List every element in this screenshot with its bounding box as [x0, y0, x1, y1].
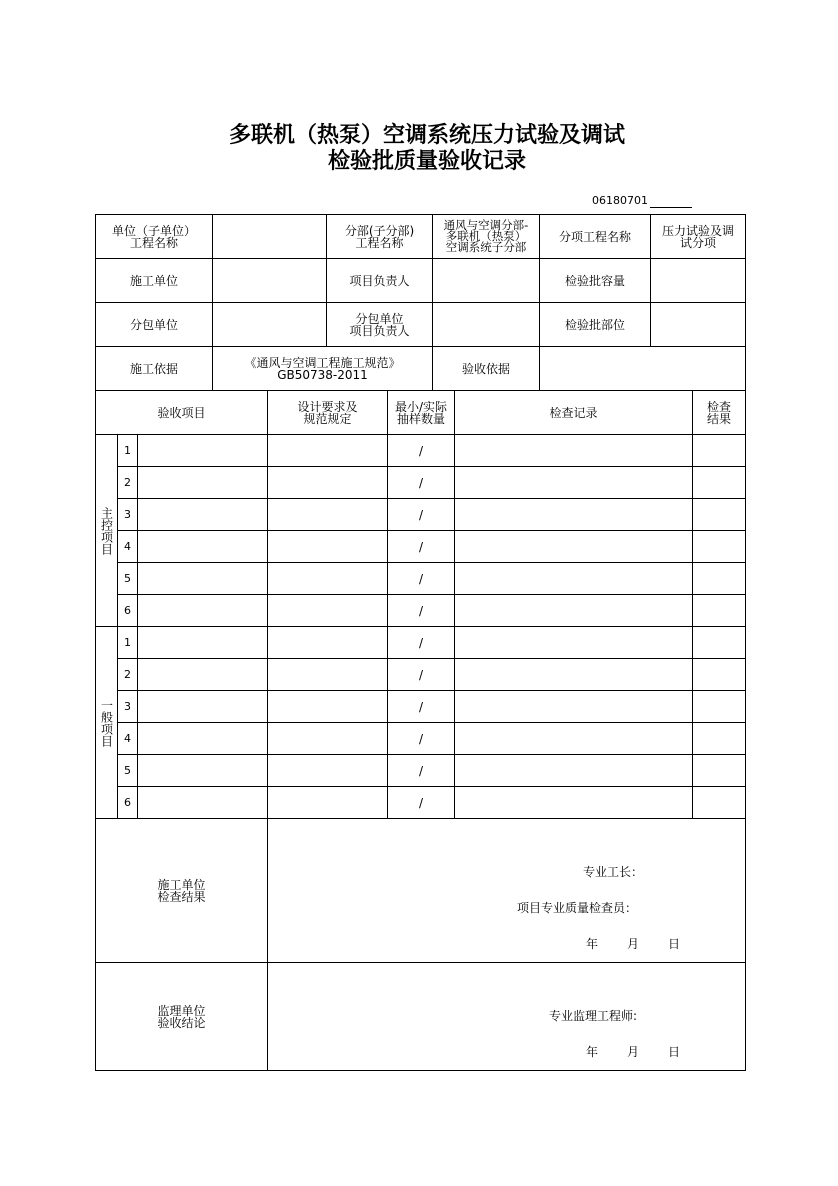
main-row-2-record[interactable]: [454, 466, 693, 499]
main-row-5-record[interactable]: [454, 562, 693, 595]
general-row-1-design[interactable]: [267, 626, 388, 659]
supervising-engineer-label: 专业监理工程师:: [549, 1009, 638, 1023]
main-row-3-item[interactable]: [137, 498, 268, 531]
main-row-3-record[interactable]: [454, 498, 693, 531]
general-row-3-record[interactable]: [454, 690, 693, 723]
main-row-5-design[interactable]: [267, 562, 388, 595]
subcontractor-label: 分包单位: [95, 302, 213, 347]
general-row-6-result[interactable]: [692, 786, 746, 819]
general-row-5-result[interactable]: [692, 754, 746, 787]
general-row-5-sample[interactable]: /: [387, 754, 455, 787]
unit-project-value[interactable]: [212, 214, 327, 259]
col-header-record: 检查记录: [454, 390, 693, 435]
main-row-1-record[interactable]: [454, 434, 693, 467]
main-row-4-design[interactable]: [267, 530, 388, 563]
general-row-2-record[interactable]: [454, 658, 693, 691]
main-row-2-result[interactable]: [692, 466, 746, 499]
general-row-4-no: 4: [117, 722, 138, 755]
main-row-5-result[interactable]: [692, 562, 746, 595]
general-row-6-sample[interactable]: /: [387, 786, 455, 819]
form-title-line2: 检验批质量验收记录: [327, 148, 526, 174]
main-row-6-item[interactable]: [137, 594, 268, 627]
main-row-5-sample[interactable]: /: [387, 562, 455, 595]
general-row-3-result[interactable]: [692, 690, 746, 723]
main-row-5-item[interactable]: [137, 562, 268, 595]
contractor-value[interactable]: [212, 258, 327, 303]
supervision-day-label: 日: [668, 1045, 681, 1059]
general-row-3-item[interactable]: [137, 690, 268, 723]
main-row-6-design[interactable]: [267, 594, 388, 627]
subitem-label: 分项工程名称: [539, 214, 651, 259]
project-manager-value[interactable]: [432, 258, 540, 303]
general-row-5-item[interactable]: [137, 754, 268, 787]
general-row-4-design[interactable]: [267, 722, 388, 755]
general-row-1-result[interactable]: [692, 626, 746, 659]
general-row-1-no: 1: [117, 626, 138, 659]
general-row-2-sample[interactable]: /: [387, 658, 455, 691]
main-row-2-no: 2: [117, 466, 138, 499]
division-value: 通风与空调分部- 多联机（热泵） 空调系统子分部: [432, 214, 540, 259]
general-row-2-design[interactable]: [267, 658, 388, 691]
main-row-5-no: 5: [117, 562, 138, 595]
general-row-5-no: 5: [117, 754, 138, 787]
main-row-1-design[interactable]: [267, 434, 388, 467]
general-row-1-item[interactable]: [137, 626, 268, 659]
general-row-5-design[interactable]: [267, 754, 388, 787]
main-row-4-record[interactable]: [454, 530, 693, 563]
construction-day-label: 日: [668, 937, 681, 951]
main-row-6-sample[interactable]: /: [387, 594, 455, 627]
record-code-underline: [650, 207, 692, 208]
general-row-2-result[interactable]: [692, 658, 746, 691]
sub-project-manager-value[interactable]: [432, 302, 540, 347]
contractor-label: 施工单位: [95, 258, 213, 303]
main-row-2-sample[interactable]: /: [387, 466, 455, 499]
batch-location-label: 检验批部位: [539, 302, 651, 347]
main-row-3-result[interactable]: [692, 498, 746, 531]
main-row-4-result[interactable]: [692, 530, 746, 563]
division-label: 分部(子分部) 工程名称: [326, 214, 433, 259]
main-row-2-design[interactable]: [267, 466, 388, 499]
form-title-line1: 多联机（热泵）空调系统压力试验及调试: [228, 122, 625, 148]
supervision-month-label: 月: [627, 1045, 640, 1059]
construction-basis-value: 《通风与空调工程施工规范》 GB50738-2011: [212, 346, 433, 391]
subitem-value: 压力试验及调 试分项: [650, 214, 746, 259]
general-row-4-result[interactable]: [692, 722, 746, 755]
main-row-6-record[interactable]: [454, 594, 693, 627]
general-row-6-design[interactable]: [267, 786, 388, 819]
main-row-1-sample[interactable]: /: [387, 434, 455, 467]
main-row-1-result[interactable]: [692, 434, 746, 467]
general-row-4-item[interactable]: [137, 722, 268, 755]
general-row-3-sample[interactable]: /: [387, 690, 455, 723]
batch-location-value[interactable]: [650, 302, 746, 347]
general-row-4-record[interactable]: [454, 722, 693, 755]
general-row-4-sample[interactable]: /: [387, 722, 455, 755]
col-header-item: 验收项目: [95, 390, 268, 435]
main-row-4-item[interactable]: [137, 530, 268, 563]
general-row-1-record[interactable]: [454, 626, 693, 659]
main-row-2-item[interactable]: [137, 466, 268, 499]
col-header-sample: 最小/实际 抽样数量: [387, 390, 455, 435]
general-row-6-item[interactable]: [137, 786, 268, 819]
main-row-4-sample[interactable]: /: [387, 530, 455, 563]
general-row-2-no: 2: [117, 658, 138, 691]
col-header-result: 检查 结果: [692, 390, 746, 435]
general-row-5-record[interactable]: [454, 754, 693, 787]
general-row-2-item[interactable]: [137, 658, 268, 691]
construction-basis-label: 施工依据: [95, 346, 213, 391]
record-code: 06180701: [592, 194, 648, 207]
main-row-1-item[interactable]: [137, 434, 268, 467]
col-header-design: 设计要求及 规范规定: [267, 390, 388, 435]
general-row-6-record[interactable]: [454, 786, 693, 819]
supervision-check-label: 监理单位 验收结论: [95, 962, 268, 1071]
batch-capacity-value[interactable]: [650, 258, 746, 303]
main-row-6-result[interactable]: [692, 594, 746, 627]
general-row-1-sample[interactable]: /: [387, 626, 455, 659]
batch-capacity-label: 检验批容量: [539, 258, 651, 303]
main-row-4-no: 4: [117, 530, 138, 563]
main-row-1-no: 1: [117, 434, 138, 467]
construction-year-label: 年: [586, 937, 599, 951]
sub-project-manager-label: 分包单位 项目负责人: [326, 302, 433, 347]
general-row-3-no: 3: [117, 690, 138, 723]
supervision-year-label: 年: [586, 1045, 599, 1059]
acceptance-basis-label: 验收依据: [432, 346, 540, 391]
main-row-3-design[interactable]: [267, 498, 388, 531]
main-row-6-no: 6: [117, 594, 138, 627]
construction-check-label: 施工单位 检查结果: [95, 818, 268, 963]
general-row-3-design[interactable]: [267, 690, 388, 723]
unit-project-label: 单位（子单位） 工程名称: [95, 214, 213, 259]
subcontractor-value[interactable]: [212, 302, 327, 347]
acceptance-basis-value[interactable]: [539, 346, 746, 391]
project-manager-label: 项目负责人: [326, 258, 433, 303]
main-row-3-no: 3: [117, 498, 138, 531]
main-row-3-sample[interactable]: /: [387, 498, 455, 531]
foreman-label: 专业工长：: [583, 865, 644, 879]
construction-month-label: 月: [627, 937, 640, 951]
general-items-label: 一般项目: [95, 626, 118, 819]
quality-inspector-label: 项目专业质量检查员：: [517, 901, 638, 915]
general-row-6-no: 6: [117, 786, 138, 819]
main-items-label: 主控项目: [95, 434, 118, 627]
